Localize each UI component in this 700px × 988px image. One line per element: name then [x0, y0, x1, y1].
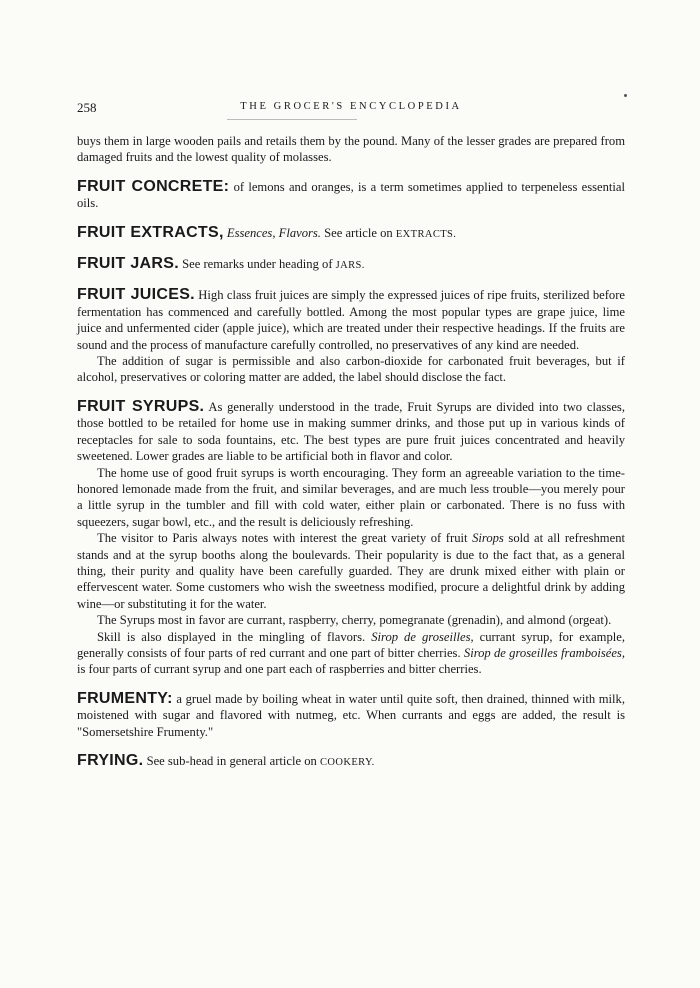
- text-run: sold at all refreshment stands and at the syrup booths along the boulevards. Their popularity is due to the fact that, as a general thing, their purity and quality have been carefully guarded. They are drunk mixed either with plain or effervescent water. Some customers who wish the sweetness modified, procure a delightful drink by adding wine—or substituting it for the water.: [77, 531, 625, 611]
- cross-reference: JARS.: [335, 260, 365, 272]
- entry-text: See article on: [324, 225, 393, 240]
- text-run: currant syrup, for example, generally consists of four parts of red currant and one part of bitter cherries.: [77, 629, 625, 660]
- header-rule: [227, 119, 357, 120]
- entry-fruit-concrete: [77, 179, 625, 212]
- italic-term: Sirop de groseilles,: [371, 629, 474, 644]
- running-header: [77, 100, 625, 116]
- entry-fruit-syrups: [77, 399, 625, 678]
- entry-text: of lemons and oranges, is a term sometimes applied to terpeneless essential oils.: [77, 179, 625, 211]
- entry-fruit-extracts: [77, 225, 625, 243]
- entry-text: As generally understood in the trade, Fruit Syrups are divided into two classes, those bottled to be retailed for home use in making summer drinks, and those put up in various kinds of receptacles for sale to soda fountains, etc. The best types are pure fruit juices concentrated and heavily sweetened. Lower grades are liable to be artificial both in flavor and color.: [77, 399, 625, 464]
- headword: FRUIT JUICES.: [77, 286, 195, 304]
- italic-term: Sirop de groseilles framboisées,: [463, 645, 625, 660]
- italic-term: Sirops: [472, 531, 504, 546]
- entry-paragraph: The Syrups most in favor are currant, raspberry, cherry, pomegranate (grenadin), and almond (orgeat).: [97, 613, 612, 628]
- headword: FRUIT EXTRACTS,: [77, 223, 224, 241]
- entry-text: a gruel made by boiling wheat in water until quite soft, then drained, thinned with milk, moistened with sugar and flavored with nutmeg, etc. When currants and eggs are added, the result is "Somersetshire Frumenty.": [77, 691, 625, 739]
- entry-fruit-jars: [77, 256, 625, 274]
- entry-paragraph: [77, 629, 625, 678]
- page-number: 258: [77, 100, 97, 115]
- entry-frying: [77, 753, 625, 771]
- headword: FRUMENTY:: [77, 689, 173, 707]
- text-run: Skill is also displayed in the mingling of flavors.: [97, 629, 366, 644]
- headword: FRUIT SYRUPS.: [77, 397, 205, 415]
- entry-frumenty: [77, 691, 625, 740]
- headword: FRUIT CONCRETE:: [77, 177, 230, 195]
- entry-text: See remarks under heading of: [182, 257, 333, 272]
- page-body: [77, 133, 625, 771]
- text-run: is four parts of currant syrup and one part each of raspberries and bitter cherries.: [77, 662, 482, 677]
- intro-paragraph: buys them in large wooden pails and retails them by the pound. Many of the lesser grades are prepared from damaged fruits and the lowest quality of molasses.: [77, 134, 625, 165]
- entry-italic: Essences, Flavors.: [226, 225, 321, 240]
- entry-fruit-juices: [77, 287, 625, 385]
- entry-text: High class fruit juices are simply the expressed juices of ripe fruits, sterilized before fermentation has commenced and carefully bottled. Among the most popular types are grape juice, lime juice and unfermented cider (apple juice), which are treated under their respective headings. If the fruits are sound and the process of manufacture carefully controlled, no preservatives of any kind are needed.: [77, 288, 625, 352]
- entry-paragraph: [77, 530, 625, 612]
- entry-text: See sub-head in general article on: [146, 754, 317, 768]
- entry-paragraph: The home use of good fruit syrups is worth encouraging. They form an agreeable variation to the time-honored lemonade made from the fruit, and similar beverages, and are much less trouble—you merely pour a little syrup in the tumbler and fill with cold water, either plain or carbonated. There is no fuss with squeezers, sugar bowl, etc., and the result is deliciously refreshing.: [77, 465, 625, 529]
- speck-mark: [624, 94, 627, 97]
- headword: FRYING.: [77, 752, 144, 769]
- cross-reference: EXTRACTS.: [395, 228, 457, 240]
- running-title: THE GROCER'S ENCYCLOPEDIA: [240, 101, 462, 112]
- text-run: The visitor to Paris always notes with interest the great variety of fruit: [97, 531, 468, 546]
- headword: FRUIT JARS.: [77, 255, 179, 273]
- cross-reference: COOKERY.: [320, 757, 375, 768]
- entry-paragraph: The addition of sugar is permissible and also carbon-dioxide for carbonated fruit beverages, but if alcohol, preservatives or coloring matter are added, the label should disclose the fact.: [77, 354, 625, 385]
